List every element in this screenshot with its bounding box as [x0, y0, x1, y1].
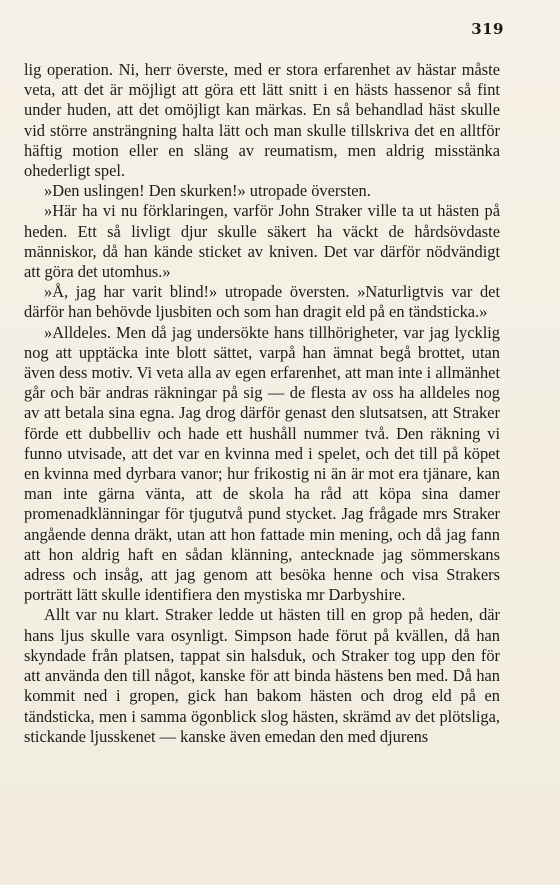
- paragraph: Allt var nu klart. Straker ledde ut hästen till en grop på heden, där hans ljus skulle vara osynligt. Simpson hade förut på kvällen, då han skyndade från platsen, tappat sin halsduk, och Straker tog upp den för att använda den till något, kanske för att binda hästens ben med. Då han kommit ned i gropen, gick han bakom hästen och drog eld på en tändsticka, men i samma ögonblick slog hästen, skrämd av det plötsliga, stickande ljusskenet — kanske även emedan den med djurens: [24, 605, 500, 746]
- paragraph: »Alldeles. Men då jag undersökte hans tillhörigheter, var jag lycklig nog att upptäcka inte blott sättet, varpå han ämnat begå brottet, utan även dess motiv. Vi veta alla av egen erfarenhet, att man inte i allmänhet går och bär andras räkningar på sig — de flesta av oss ha alldeles nog av att betala sina egna. Jag drog därför genast den slutsatsen, att Straker förde ett dubbelliv och hade ett hushåll nummer två. Den räkning vi funno utvisade, att det var en kvinna med i spelet, och det till på köpet en kvinna med dyrbara vanor; hur frikostig ni än är mot era tjänare, kan man inte gärna vänta, att de skola ha råd att köpa sina damer promenadklänningar för tjugutvå pund stycket. Jag frågade mrs Straker angående denna dräkt, utan att hon fattade min mening, och då jag fann att hon aldrig haft en sådan klänning, antecknade jag sömmerskans adress och insåg, att jag genom att besöka henne och visa Strakers porträtt lätt skulle identifiera den mystiska mr Darbyshire.: [24, 322, 500, 605]
- page-number: 319: [471, 20, 504, 38]
- paragraph: »Här ha vi nu förklaringen, varför John Straker ville ta ut hästen på heden. Ett så livligt djur skulle säkert ha väckt de hårdsövdaste människor, då han kände sticket av kniven. Det var därför nödvändigt att göra det utomhus.»: [24, 201, 500, 282]
- paragraph: »Den uslingen! Den skurken!» utropade översten.: [44, 181, 371, 201]
- paragraph: lig operation. Ni, herr överste, med er stora erfarenhet av hästar måste veta, att det är möjligt att göra ett lätt snitt i en hästs hassenor så fint under huden, att det omöjligt kan märkas. En så behandlad häst skulle vid större ansträngning halta lätt och man skulle tillskriva det en alltför häftig motion eller en släng av reumatism, men aldrig misstänka ohederligt spel.: [24, 60, 500, 181]
- paragraph: »Å, jag har varit blind!» utropade översten. »Naturligtvis var det därför han behövde ljusbiten och som han dragit eld på en tändsticka.»: [24, 282, 500, 322]
- body-text: [24, 60, 500, 747]
